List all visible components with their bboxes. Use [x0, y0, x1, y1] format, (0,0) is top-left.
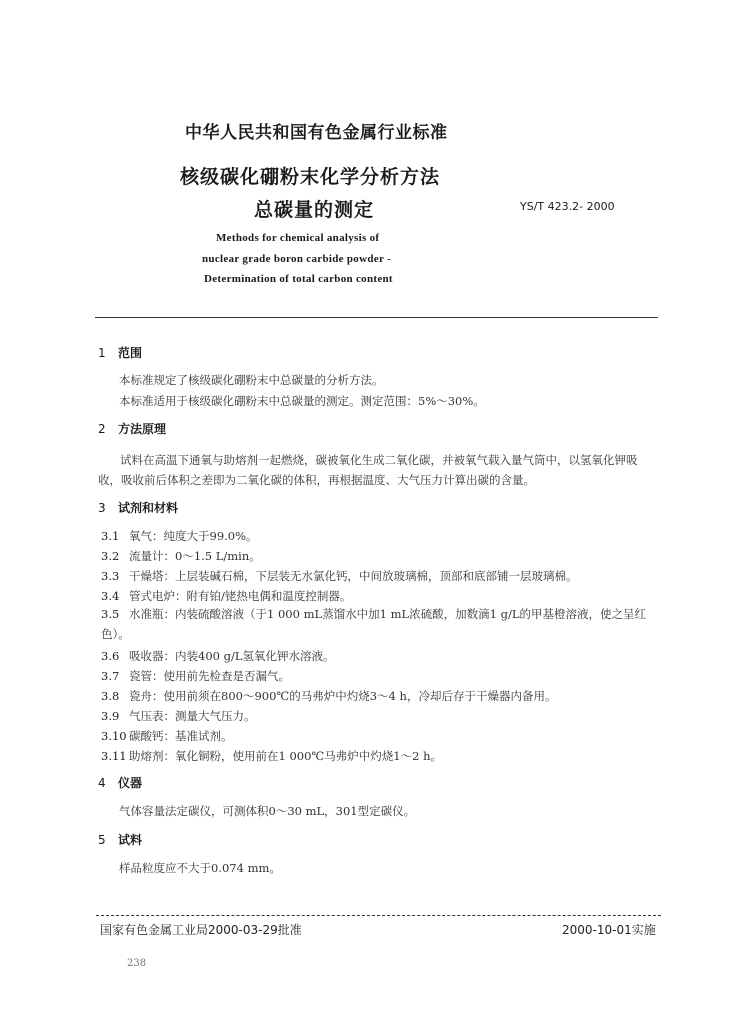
item-number: 3.1 [101, 529, 120, 543]
item-text: 瓷舟：使用前须在800～900℃的马弗炉中灼烧3～4 h，冷却后存于干燥器内备用。 [129, 689, 557, 703]
section-number: 2 [98, 422, 106, 436]
list-item [101, 688, 556, 704]
section-title: 试料 [118, 833, 143, 847]
item-number: 3.9 [101, 709, 120, 723]
item-text: 助熔剂：氧化铜粉，使用前在1 000℃马弗炉中灼烧1～2 h。 [129, 749, 442, 763]
approval-statement: 国家有色金属工业局2000-03-29批准 [100, 923, 302, 937]
item-text: 碳酸钙：基准试剂。 [129, 729, 233, 743]
item-number: 3.5 [101, 607, 120, 621]
section-title: 方法原理 [118, 422, 167, 436]
implementation-date: 2000-10-01实施 [562, 923, 656, 937]
page-number: 238 [127, 958, 147, 969]
paragraph: 样品粒度应不大于0.074 mm。 [119, 861, 281, 875]
section-title: 仪器 [118, 776, 143, 790]
item-text: 瓷管：使用前先检查是否漏气。 [129, 669, 290, 683]
section-number: 4 [98, 776, 106, 790]
paragraph: 气体容量法定碳仪，可测体积0～30 mL，301型定碳仪。 [119, 804, 416, 818]
section-heading-reagents [98, 499, 178, 516]
item-text: 吸收器：内装400 g/L氢氧化钾水溶液。 [129, 649, 335, 663]
paragraph: 本标准规定了核级碳化硼粉末中总碳量的分析方法。 [119, 373, 384, 387]
section-title: 范围 [118, 346, 143, 360]
title-line-1: 核级碳化硼粉末化学分析方法 [180, 166, 441, 188]
footer-divider [96, 915, 661, 916]
list-item [101, 648, 334, 664]
item-number: 3.4 [101, 589, 120, 603]
item-number: 3.3 [101, 569, 120, 583]
item-number: 3.7 [101, 669, 120, 683]
section-number: 1 [98, 346, 106, 360]
standard-code: YS/T 423.2- 2000 [520, 200, 615, 213]
list-item [101, 548, 261, 564]
item-text: 水准瓶：内装硫酸溶液（于1 000 mL蒸馏水中加1 mL浓硫酸，加数滴1 g/L的甲基橙溶液，使之呈红色）。 [101, 607, 646, 641]
item-text: 氧气：纯度大于99.0%。 [129, 529, 258, 543]
english-title-line-2: nuclear grade boron carbide powder - [202, 253, 391, 265]
item-number: 3.11 [101, 749, 127, 763]
item-number: 3.10 [101, 729, 127, 743]
paragraph: 本标准适用于核级碳化硼粉末中总碳量的测定。测定范围：5%～30%。 [119, 394, 485, 408]
list-item [101, 568, 578, 584]
list-item [101, 708, 256, 724]
english-title-line-1: Methods for chemical analysis of [216, 232, 380, 244]
list-item [101, 528, 258, 544]
item-text: 流量计：0～1.5 L/min。 [129, 549, 261, 563]
english-title-line-3: Determination of total carbon content [204, 273, 393, 285]
section-title: 试剂和材料 [118, 501, 179, 515]
list-item [101, 748, 442, 764]
list-item [101, 668, 290, 684]
item-number: 3.2 [101, 549, 120, 563]
section-heading-apparatus [98, 774, 142, 791]
section-heading-principle [98, 420, 166, 437]
item-text: 管式电炉：附有铂/铑热电偶和温度控制器。 [129, 589, 352, 603]
list-item [101, 588, 351, 604]
title-line-2: 总碳量的测定 [254, 199, 375, 221]
section-number: 3 [98, 501, 106, 515]
item-number: 3.6 [101, 649, 120, 663]
item-text: 气压表：测量大气压力。 [129, 709, 256, 723]
item-number: 3.8 [101, 689, 120, 703]
section-heading-sample [98, 831, 142, 848]
issuing-organization: 中华人民共和国有色金属行业标准 [185, 123, 448, 143]
section-heading-scope [98, 344, 142, 361]
header-divider [95, 317, 658, 318]
list-item [101, 728, 233, 744]
section-number: 5 [98, 833, 106, 847]
paragraph: 试料在高温下通氧与助熔剂一起燃烧，碳被氧化生成二氧化碳，并被氧气载入量气筒中，以氢氧化钾吸收，吸收前后体积之差即为二氧化碳的体积，再根据温度、大气压力计算出碳的含量。 [98, 453, 638, 487]
item-text: 干燥塔：上层装碱石棉，下层装无水氯化钙，中间放玻璃棉，顶部和底部铺一层玻璃棉。 [129, 569, 578, 583]
list-item [101, 604, 657, 644]
